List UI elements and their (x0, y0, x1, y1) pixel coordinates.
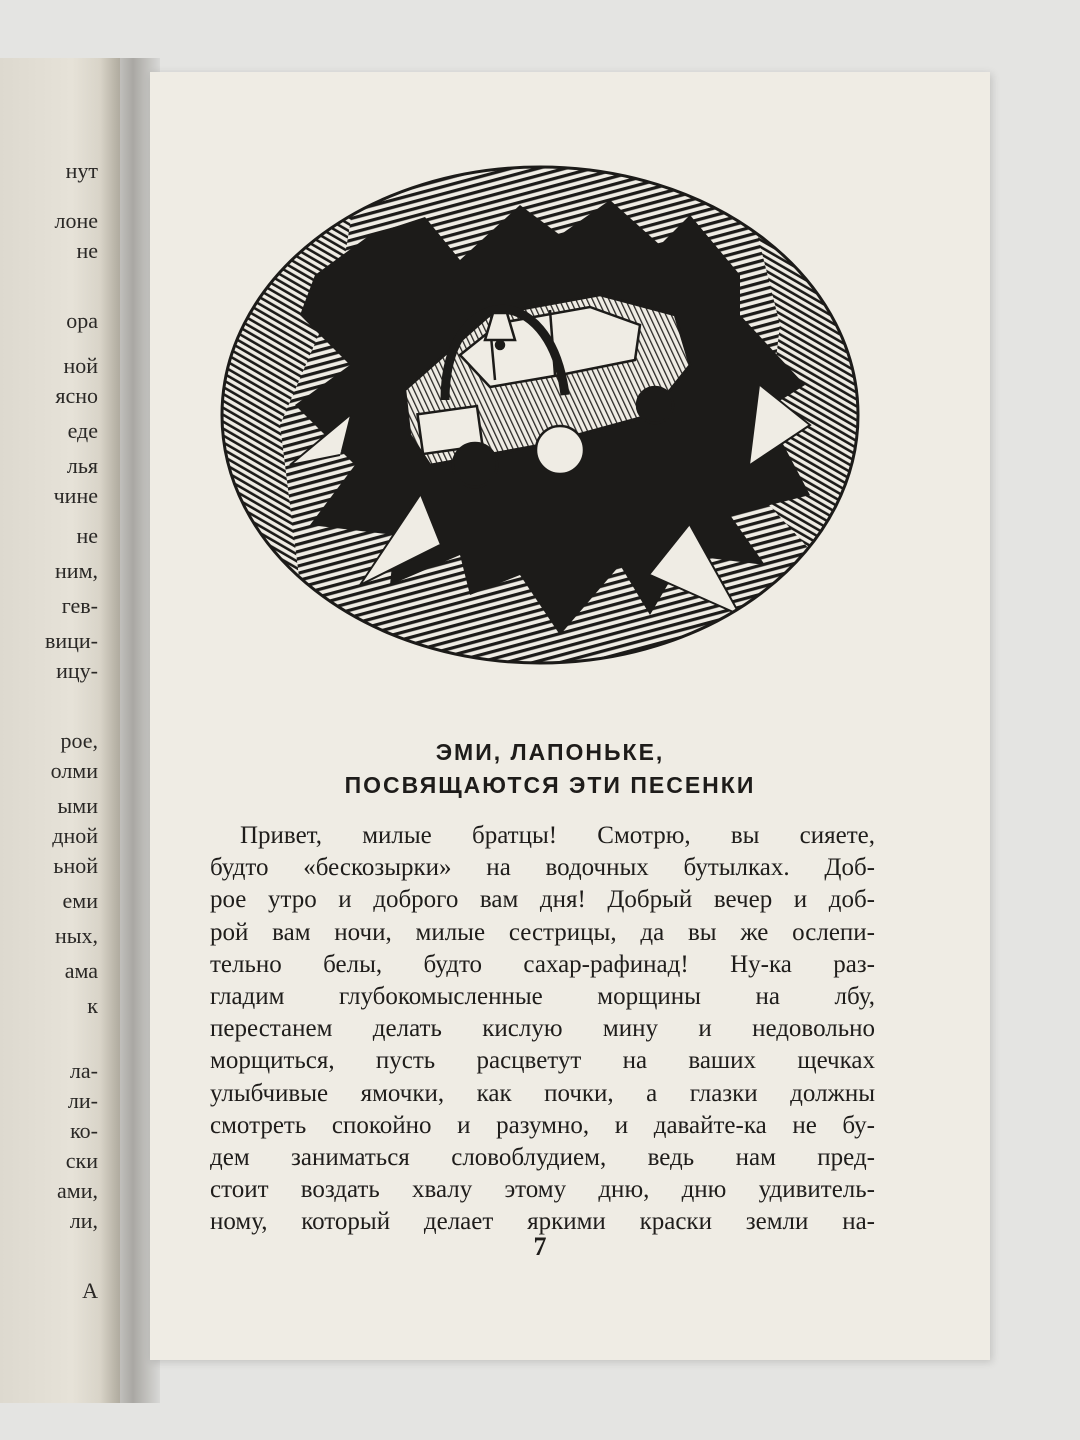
text-line: ному, который делает яркими краски земли на- (210, 1208, 875, 1236)
text-line: гладим глубокомысленные морщины на лбу, (210, 982, 875, 1010)
text-line: дем заниматься словоблудием, ведь нам пред- (210, 1143, 875, 1171)
left-page-fragment: ьной (53, 853, 98, 878)
text-line: рое утро и доброго вам дня! Добрый вечер и доб- (210, 886, 875, 914)
text-line: морщиться, пусть расцветут на ваших щечках (210, 1047, 875, 1075)
chapter-title-line-2: ПОСВЯЩАЮТСЯ ЭТИ ПЕСЕНКИ (344, 772, 756, 798)
left-page-fragment: нут (65, 158, 98, 183)
text-line: перестанем делать кислую мину и недовольно (210, 1015, 875, 1043)
left-page-fragment: лья (66, 453, 98, 478)
engraving-car-with-bell-icon (220, 165, 860, 665)
left-page-fragment: ним, (55, 558, 98, 583)
body-text (210, 820, 875, 1238)
left-page-fragment: гев- (61, 593, 98, 618)
left-page-fragment: еми (62, 888, 98, 913)
left-page-fragment: чине (53, 483, 98, 508)
text-line: рой вам ночи, милые сестрицы, да вы же ослепи- (210, 918, 875, 946)
left-page-fragment: ли, (69, 1208, 98, 1233)
left-page-fragment: не (76, 238, 98, 263)
left-page-fragment: лоне (54, 208, 98, 233)
left-page-fragment: ясно (55, 383, 98, 408)
left-page-fragment: ной (63, 353, 98, 378)
text-line: улыбчивые ямочки, как почки, а глазки должны (210, 1079, 875, 1107)
page-number: 7 (533, 1232, 547, 1261)
left-page-fragment: дной (52, 823, 98, 848)
left-page-fragment: ыми (57, 793, 98, 818)
left-page-fragment: ицу- (56, 658, 98, 683)
left-page-fragment: ла- (69, 1058, 98, 1083)
text-line: будто «бескозырки» на водочных бутылках. Доб- (210, 854, 875, 882)
left-page-fragment: ора (66, 308, 98, 333)
left-page-fragment: еде (67, 418, 98, 443)
text-line: тельно белы, будто сахар-рафинад! Ну-ка раз- (210, 950, 875, 978)
left-page-fragment: А (82, 1278, 98, 1303)
left-page-fragment: ски (65, 1148, 98, 1173)
left-page-fragment: рое, (60, 728, 98, 753)
left-page-fragment: ами, (57, 1178, 98, 1203)
left-page-fragment: вици- (44, 628, 98, 653)
left-page-fragment: ли- (67, 1088, 98, 1113)
chapter-title-line-1: ЭМИ, ЛАПОНЬКЕ, (435, 739, 665, 765)
text-line: стоит воздать хвалу этому дню, дню удивитель- (210, 1176, 875, 1204)
left-page-fragment: олми (50, 758, 98, 783)
text-line: смотреть спокойно и разумно, и давайте-ка не бу- (210, 1111, 875, 1139)
left-page-fragment: ама (64, 958, 98, 983)
left-page-fragment: ко- (70, 1118, 98, 1143)
left-page-fragment: не (76, 523, 98, 548)
left-page-fragment: ных, (54, 923, 98, 948)
text-line: Привет, милые братцы! Смотрю, вы сияете, (240, 822, 875, 849)
left-page-fragment: к (87, 993, 98, 1018)
